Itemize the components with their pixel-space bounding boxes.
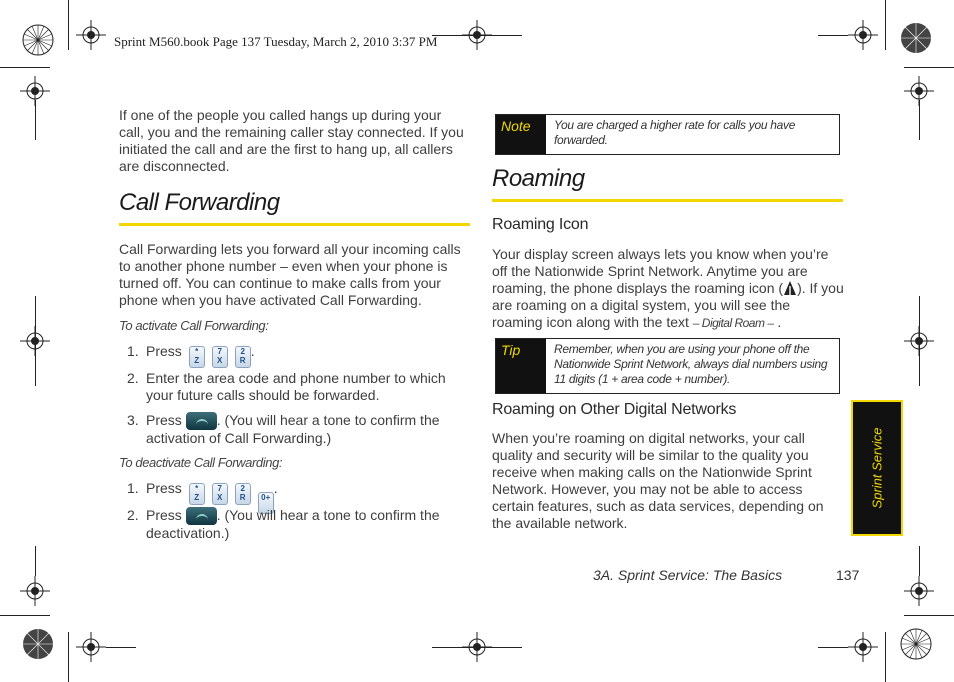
footer-section-title: 3A. Sprint Service: The Basics — [593, 567, 783, 583]
step-text: Press * Z 7 X 2 R . — [146, 343, 255, 368]
seven-key-icon: 7 X — [212, 483, 228, 505]
two-key-icon: 2 R — [235, 483, 251, 505]
note-box — [495, 114, 840, 155]
registration-target-icon — [22, 24, 54, 56]
two-key-icon: 2 R — [235, 346, 251, 368]
intro-paragraph — [119, 107, 469, 175]
other-networks-heading: Roaming on Other Digital Networks — [492, 401, 737, 418]
crop-mark — [35, 296, 36, 386]
crop-mark — [68, 0, 69, 50]
deactivate-heading: To deactivate Call Forwarding: — [119, 455, 283, 470]
roaming-icon-heading: Roaming Icon — [492, 216, 589, 233]
crop-mark — [0, 67, 50, 68]
crosshair-icon — [76, 20, 106, 50]
tip-text: Remember, when you are using your phone off the Nationwide Sprint Network, always dial numbers using 11 digits (1 + area code + number). — [554, 342, 828, 386]
crop-mark — [35, 546, 36, 576]
roaming-triangle-icon — [783, 280, 797, 297]
book-info-header: Sprint M560.book Page 137 Tuesday, March 2, 2010 3:37 PM — [114, 34, 438, 49]
crop-mark — [919, 546, 920, 576]
crop-mark — [919, 296, 920, 386]
activate-heading: To activate Call Forwarding: — [119, 318, 269, 333]
step-number: 1. — [127, 480, 139, 496]
page-number: 137 — [836, 567, 860, 583]
step-number: 2. — [127, 507, 139, 523]
crop-mark — [0, 615, 50, 616]
step-number: 3. — [127, 412, 139, 428]
crop-mark — [432, 647, 522, 648]
tip-label: Tip — [496, 339, 546, 393]
note-text: You are charged a higher rate for calls you have forwarded. — [554, 118, 796, 147]
crosshair-icon — [904, 576, 934, 606]
step-prefix: Press — [146, 343, 182, 359]
other-networks-text: When you’re roaming on digital networks, your call quality and security will be similar to the quality you receive when making calls on the Nationwide Sprint Network. However, you may not be able to access certain features, such as data services, depending on the available network. — [492, 430, 824, 531]
crop-mark — [432, 35, 522, 36]
tip-box — [495, 338, 840, 394]
crop-mark — [885, 0, 886, 50]
crosshair-icon — [76, 632, 106, 662]
activate-step-3 — [127, 412, 467, 446]
other-networks-body — [492, 430, 838, 532]
crosshair-icon — [848, 20, 878, 50]
registration-target-icon — [22, 628, 54, 660]
star-key-icon: * Z — [189, 483, 205, 505]
roaming-icon-body: Your display screen always lets you know when you’re off the Nationwide Sprint Network. Anytime you are roaming, the phone displays the roaming icon ( ). If you are roaming on a digital system, you will see the roaming icon along with the text – Digital Roam – . — [492, 246, 844, 330]
activate-step-2 — [127, 370, 467, 404]
step-text: Press . (You will hear a tone to confirm the deactivation.) — [146, 507, 440, 541]
title-rule — [119, 223, 470, 226]
step-text: Press * Z 7 X 2 R 0+ . — [146, 480, 278, 514]
zero-key-icon: 0+ — [258, 492, 274, 514]
crop-mark — [885, 632, 886, 682]
registration-target-icon — [900, 22, 932, 54]
roaming-title: Roaming — [492, 165, 585, 192]
deactivate-step-1 — [127, 480, 467, 504]
crop-mark — [35, 100, 36, 140]
crop-mark — [68, 632, 69, 682]
call-forwarding-title: Call Forwarding — [119, 189, 280, 216]
digital-roam-text: – Digital Roam – — [692, 316, 774, 330]
call-forwarding-text: Call Forwarding lets you forward all your incoming calls to another phone number – even when your phone is turned off. You can continue to make calls from your phone when you have activated Call Forwarding. — [119, 241, 461, 308]
crop-mark — [818, 647, 848, 648]
registration-target-icon — [900, 628, 932, 660]
seven-key-icon: 7 X — [212, 346, 228, 368]
crosshair-icon — [848, 632, 878, 662]
crop-mark — [904, 615, 954, 616]
intro-text: If one of the people you called hangs up during your call, you and the remaining caller stay connected. If you initiated the call and are the first to hang up, all callers are disconnected. — [119, 107, 464, 174]
crosshair-icon — [20, 576, 50, 606]
deactivate-step-2 — [127, 507, 467, 541]
crop-mark — [919, 100, 920, 140]
step-text: Enter the area code and phone number to which your future calls should be forwarded. — [146, 370, 446, 403]
crop-mark — [818, 35, 848, 36]
section-side-tab — [851, 400, 903, 536]
step-number: 1. — [127, 343, 139, 359]
activate-step-1 — [127, 343, 467, 367]
talk-key-icon — [186, 412, 217, 430]
crop-mark — [904, 67, 954, 68]
crop-mark — [106, 647, 136, 648]
call-forwarding-body — [119, 241, 471, 309]
note-label: Note — [496, 115, 546, 154]
step-number: 2. — [127, 370, 139, 386]
step-text: Press . (You will hear a tone to confirm the activation of Call Forwarding.) — [146, 412, 440, 446]
talk-key-icon — [186, 507, 217, 525]
title-rule — [492, 199, 843, 202]
star-key-icon: * Z — [189, 346, 205, 368]
side-tab-label: Sprint Service — [869, 427, 885, 509]
